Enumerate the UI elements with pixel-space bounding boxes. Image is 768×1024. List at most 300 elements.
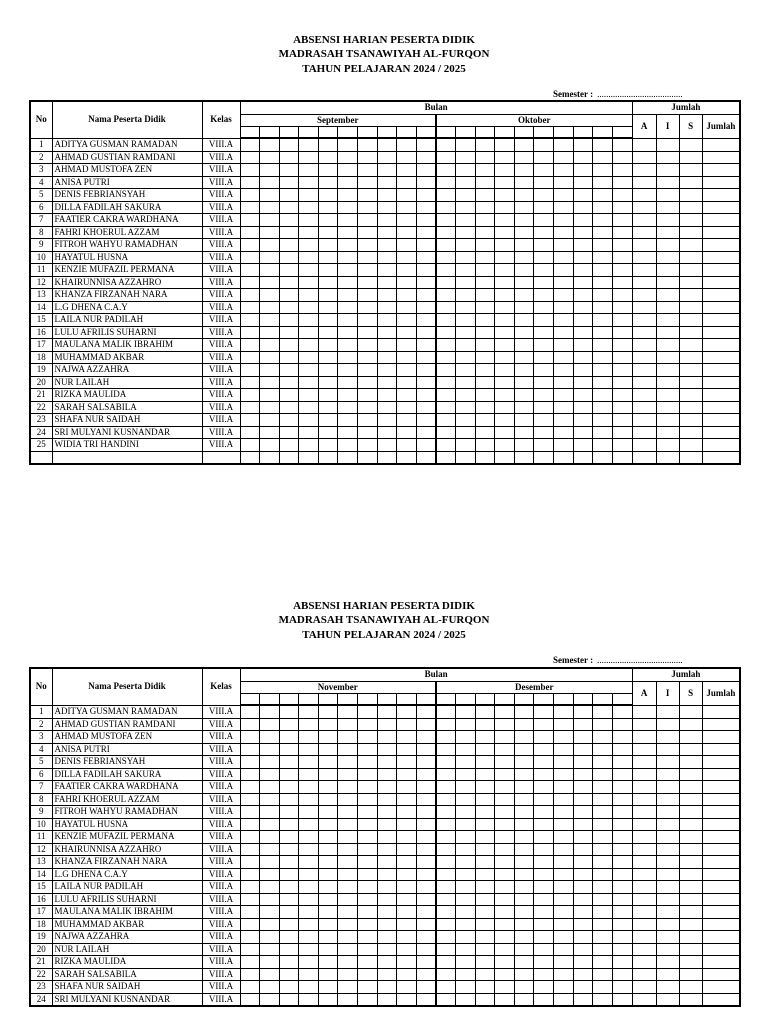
- count-s-cell[interactable]: [679, 164, 702, 177]
- attendance-cell[interactable]: [593, 239, 613, 252]
- count-i-cell[interactable]: [656, 314, 679, 327]
- attendance-cell[interactable]: [456, 289, 476, 302]
- attendance-cell[interactable]: [593, 214, 613, 227]
- attendance-cell[interactable]: [338, 176, 358, 189]
- attendance-cell[interactable]: [456, 389, 476, 402]
- attendance-cell[interactable]: [514, 189, 534, 202]
- attendance-cell[interactable]: [573, 401, 593, 414]
- count-i-cell[interactable]: [656, 943, 679, 956]
- attendance-cell[interactable]: [554, 226, 574, 239]
- count-i-cell[interactable]: [656, 401, 679, 414]
- count-s-cell[interactable]: [679, 868, 702, 881]
- attendance-cell[interactable]: [299, 326, 319, 339]
- attendance-cell[interactable]: [377, 389, 397, 402]
- attendance-cell[interactable]: [416, 301, 436, 314]
- attendance-cell[interactable]: [612, 731, 632, 744]
- attendance-cell[interactable]: [338, 376, 358, 389]
- count-s-cell[interactable]: [679, 943, 702, 956]
- attendance-cell[interactable]: [377, 451, 397, 464]
- attendance-cell[interactable]: [377, 906, 397, 919]
- attendance-cell[interactable]: [573, 301, 593, 314]
- count-total-cell[interactable]: [702, 968, 740, 981]
- attendance-cell[interactable]: [377, 426, 397, 439]
- attendance-cell[interactable]: [338, 906, 358, 919]
- attendance-cell[interactable]: [299, 226, 319, 239]
- attendance-cell[interactable]: [534, 906, 554, 919]
- attendance-cell[interactable]: [240, 301, 260, 314]
- count-i-cell[interactable]: [656, 993, 679, 1006]
- attendance-cell[interactable]: [436, 943, 456, 956]
- attendance-cell[interactable]: [514, 768, 534, 781]
- attendance-cell[interactable]: [338, 239, 358, 252]
- count-a-cell[interactable]: [632, 718, 656, 731]
- attendance-cell[interactable]: [358, 931, 378, 944]
- attendance-cell[interactable]: [495, 718, 515, 731]
- attendance-cell[interactable]: [299, 893, 319, 906]
- attendance-cell[interactable]: [397, 756, 417, 769]
- attendance-cell[interactable]: [514, 743, 534, 756]
- attendance-cell[interactable]: [260, 718, 280, 731]
- attendance-cell[interactable]: [534, 756, 554, 769]
- attendance-cell[interactable]: [299, 314, 319, 327]
- attendance-cell[interactable]: [554, 856, 574, 869]
- attendance-cell[interactable]: [397, 956, 417, 969]
- attendance-cell[interactable]: [318, 906, 338, 919]
- attendance-cell[interactable]: [279, 906, 299, 919]
- attendance-cell[interactable]: [554, 426, 574, 439]
- attendance-cell[interactable]: [593, 389, 613, 402]
- attendance-cell[interactable]: [554, 731, 574, 744]
- attendance-cell[interactable]: [495, 756, 515, 769]
- attendance-cell[interactable]: [436, 401, 456, 414]
- count-a-cell[interactable]: [632, 781, 656, 794]
- attendance-cell[interactable]: [279, 414, 299, 427]
- attendance-cell[interactable]: [514, 301, 534, 314]
- count-s-cell[interactable]: [679, 705, 702, 718]
- attendance-cell[interactable]: [475, 856, 495, 869]
- attendance-cell[interactable]: [299, 251, 319, 264]
- attendance-cell[interactable]: [612, 276, 632, 289]
- attendance-cell[interactable]: [260, 351, 280, 364]
- attendance-cell[interactable]: [514, 414, 534, 427]
- attendance-cell[interactable]: [612, 439, 632, 452]
- attendance-cell[interactable]: [475, 893, 495, 906]
- attendance-cell[interactable]: [358, 968, 378, 981]
- attendance-cell[interactable]: [612, 226, 632, 239]
- attendance-cell[interactable]: [397, 843, 417, 856]
- attendance-cell[interactable]: [338, 956, 358, 969]
- attendance-cell[interactable]: [299, 401, 319, 414]
- attendance-cell[interactable]: [436, 339, 456, 352]
- attendance-cell[interactable]: [318, 426, 338, 439]
- attendance-cell[interactable]: [397, 943, 417, 956]
- attendance-cell[interactable]: [279, 956, 299, 969]
- attendance-cell[interactable]: [279, 743, 299, 756]
- attendance-cell[interactable]: [279, 351, 299, 364]
- attendance-cell[interactable]: [612, 289, 632, 302]
- attendance-cell[interactable]: [397, 289, 417, 302]
- count-i-cell[interactable]: [656, 426, 679, 439]
- attendance-cell[interactable]: [299, 768, 319, 781]
- attendance-cell[interactable]: [318, 138, 338, 151]
- count-a-cell[interactable]: [632, 831, 656, 844]
- attendance-cell[interactable]: [416, 968, 436, 981]
- attendance-cell[interactable]: [456, 226, 476, 239]
- attendance-cell[interactable]: [338, 426, 358, 439]
- attendance-cell[interactable]: [514, 781, 534, 794]
- attendance-cell[interactable]: [416, 943, 436, 956]
- attendance-cell[interactable]: [240, 376, 260, 389]
- attendance-cell[interactable]: [240, 201, 260, 214]
- attendance-cell[interactable]: [240, 326, 260, 339]
- attendance-cell[interactable]: [397, 856, 417, 869]
- attendance-cell[interactable]: [573, 189, 593, 202]
- attendance-cell[interactable]: [318, 756, 338, 769]
- attendance-cell[interactable]: [554, 214, 574, 227]
- attendance-cell[interactable]: [260, 326, 280, 339]
- attendance-cell[interactable]: [456, 781, 476, 794]
- attendance-cell[interactable]: [416, 389, 436, 402]
- attendance-cell[interactable]: [260, 918, 280, 931]
- attendance-cell[interactable]: [397, 831, 417, 844]
- attendance-cell[interactable]: [240, 226, 260, 239]
- attendance-cell[interactable]: [495, 289, 515, 302]
- count-total-cell[interactable]: [702, 956, 740, 969]
- attendance-cell[interactable]: [240, 781, 260, 794]
- count-a-cell[interactable]: [632, 151, 656, 164]
- attendance-cell[interactable]: [475, 364, 495, 377]
- attendance-cell[interactable]: [495, 264, 515, 277]
- attendance-cell[interactable]: [240, 993, 260, 1006]
- attendance-cell[interactable]: [318, 831, 338, 844]
- attendance-cell[interactable]: [416, 818, 436, 831]
- attendance-cell[interactable]: [358, 414, 378, 427]
- attendance-cell[interactable]: [573, 893, 593, 906]
- attendance-cell[interactable]: [318, 856, 338, 869]
- attendance-cell[interactable]: [318, 189, 338, 202]
- attendance-cell[interactable]: [554, 818, 574, 831]
- attendance-cell[interactable]: [299, 843, 319, 856]
- attendance-cell[interactable]: [554, 414, 574, 427]
- attendance-cell[interactable]: [514, 906, 534, 919]
- attendance-cell[interactable]: [514, 756, 534, 769]
- attendance-cell[interactable]: [612, 893, 632, 906]
- attendance-cell[interactable]: [240, 426, 260, 439]
- attendance-cell[interactable]: [358, 781, 378, 794]
- attendance-cell[interactable]: [416, 351, 436, 364]
- attendance-cell[interactable]: [554, 993, 574, 1006]
- attendance-cell[interactable]: [318, 164, 338, 177]
- attendance-cell[interactable]: [377, 251, 397, 264]
- attendance-cell[interactable]: [573, 201, 593, 214]
- attendance-cell[interactable]: [495, 239, 515, 252]
- attendance-cell[interactable]: [240, 351, 260, 364]
- attendance-cell[interactable]: [475, 918, 495, 931]
- attendance-cell[interactable]: [612, 339, 632, 352]
- attendance-cell[interactable]: [495, 451, 515, 464]
- attendance-cell[interactable]: [514, 201, 534, 214]
- attendance-cell[interactable]: [377, 831, 397, 844]
- attendance-cell[interactable]: [318, 731, 338, 744]
- attendance-cell[interactable]: [318, 993, 338, 1006]
- attendance-cell[interactable]: [377, 138, 397, 151]
- count-i-cell[interactable]: [656, 176, 679, 189]
- count-s-cell[interactable]: [679, 818, 702, 831]
- attendance-cell[interactable]: [495, 214, 515, 227]
- count-s-cell[interactable]: [679, 326, 702, 339]
- attendance-cell[interactable]: [279, 868, 299, 881]
- attendance-cell[interactable]: [377, 743, 397, 756]
- attendance-cell[interactable]: [279, 339, 299, 352]
- attendance-cell[interactable]: [456, 176, 476, 189]
- attendance-cell[interactable]: [573, 214, 593, 227]
- attendance-cell[interactable]: [299, 151, 319, 164]
- count-i-cell[interactable]: [656, 756, 679, 769]
- attendance-cell[interactable]: [534, 943, 554, 956]
- attendance-cell[interactable]: [593, 918, 613, 931]
- attendance-cell[interactable]: [475, 176, 495, 189]
- attendance-cell[interactable]: [436, 226, 456, 239]
- attendance-cell[interactable]: [456, 743, 476, 756]
- attendance-cell[interactable]: [299, 718, 319, 731]
- attendance-cell[interactable]: [397, 705, 417, 718]
- attendance-cell[interactable]: [338, 201, 358, 214]
- attendance-cell[interactable]: [612, 718, 632, 731]
- attendance-cell[interactable]: [436, 781, 456, 794]
- attendance-cell[interactable]: [456, 364, 476, 377]
- attendance-cell[interactable]: [514, 731, 534, 744]
- attendance-cell[interactable]: [416, 264, 436, 277]
- attendance-cell[interactable]: [495, 781, 515, 794]
- attendance-cell[interactable]: [593, 226, 613, 239]
- count-total-cell[interactable]: [702, 931, 740, 944]
- attendance-cell[interactable]: [260, 176, 280, 189]
- attendance-cell[interactable]: [416, 226, 436, 239]
- attendance-cell[interactable]: [554, 931, 574, 944]
- attendance-cell[interactable]: [397, 351, 417, 364]
- attendance-cell[interactable]: [397, 414, 417, 427]
- attendance-cell[interactable]: [573, 931, 593, 944]
- attendance-cell[interactable]: [338, 843, 358, 856]
- attendance-cell[interactable]: [436, 906, 456, 919]
- attendance-cell[interactable]: [475, 151, 495, 164]
- attendance-cell[interactable]: [475, 189, 495, 202]
- attendance-cell[interactable]: [377, 314, 397, 327]
- attendance-cell[interactable]: [416, 164, 436, 177]
- attendance-cell[interactable]: [554, 314, 574, 327]
- attendance-cell[interactable]: [534, 301, 554, 314]
- attendance-cell[interactable]: [534, 264, 554, 277]
- attendance-cell[interactable]: [338, 189, 358, 202]
- attendance-cell[interactable]: [612, 176, 632, 189]
- attendance-cell[interactable]: [593, 439, 613, 452]
- count-a-cell[interactable]: [632, 164, 656, 177]
- count-s-cell[interactable]: [679, 793, 702, 806]
- attendance-cell[interactable]: [514, 276, 534, 289]
- attendance-cell[interactable]: [416, 906, 436, 919]
- attendance-cell[interactable]: [475, 943, 495, 956]
- attendance-cell[interactable]: [554, 439, 574, 452]
- attendance-cell[interactable]: [358, 956, 378, 969]
- attendance-cell[interactable]: [612, 376, 632, 389]
- attendance-cell[interactable]: [495, 918, 515, 931]
- attendance-cell[interactable]: [299, 968, 319, 981]
- attendance-cell[interactable]: [338, 414, 358, 427]
- attendance-cell[interactable]: [475, 276, 495, 289]
- attendance-cell[interactable]: [338, 151, 358, 164]
- count-a-cell[interactable]: [632, 743, 656, 756]
- attendance-cell[interactable]: [554, 918, 574, 931]
- attendance-cell[interactable]: [593, 943, 613, 956]
- attendance-cell[interactable]: [416, 176, 436, 189]
- attendance-cell[interactable]: [416, 768, 436, 781]
- attendance-cell[interactable]: [475, 289, 495, 302]
- attendance-cell[interactable]: [475, 351, 495, 364]
- attendance-cell[interactable]: [279, 705, 299, 718]
- attendance-cell[interactable]: [612, 326, 632, 339]
- attendance-cell[interactable]: [495, 314, 515, 327]
- attendance-cell[interactable]: [456, 981, 476, 994]
- attendance-cell[interactable]: [593, 251, 613, 264]
- attendance-cell[interactable]: [593, 906, 613, 919]
- count-i-cell[interactable]: [656, 339, 679, 352]
- attendance-cell[interactable]: [573, 176, 593, 189]
- attendance-cell[interactable]: [612, 743, 632, 756]
- attendance-cell[interactable]: [358, 364, 378, 377]
- attendance-cell[interactable]: [514, 931, 534, 944]
- attendance-cell[interactable]: [436, 426, 456, 439]
- attendance-cell[interactable]: [475, 239, 495, 252]
- attendance-cell[interactable]: [612, 301, 632, 314]
- attendance-cell[interactable]: [279, 239, 299, 252]
- attendance-cell[interactable]: [318, 439, 338, 452]
- count-total-cell[interactable]: [702, 214, 740, 227]
- attendance-cell[interactable]: [573, 856, 593, 869]
- count-a-cell[interactable]: [632, 376, 656, 389]
- attendance-cell[interactable]: [416, 414, 436, 427]
- attendance-cell[interactable]: [456, 868, 476, 881]
- attendance-cell[interactable]: [475, 214, 495, 227]
- attendance-cell[interactable]: [358, 164, 378, 177]
- attendance-cell[interactable]: [318, 768, 338, 781]
- attendance-cell[interactable]: [318, 264, 338, 277]
- attendance-cell[interactable]: [260, 164, 280, 177]
- count-s-cell[interactable]: [679, 718, 702, 731]
- attendance-cell[interactable]: [495, 389, 515, 402]
- attendance-cell[interactable]: [358, 993, 378, 1006]
- attendance-cell[interactable]: [475, 314, 495, 327]
- attendance-cell[interactable]: [260, 439, 280, 452]
- attendance-cell[interactable]: [593, 289, 613, 302]
- attendance-cell[interactable]: [260, 264, 280, 277]
- attendance-cell[interactable]: [260, 414, 280, 427]
- attendance-cell[interactable]: [612, 189, 632, 202]
- attendance-cell[interactable]: [436, 918, 456, 931]
- attendance-cell[interactable]: [260, 239, 280, 252]
- count-a-cell[interactable]: [632, 881, 656, 894]
- attendance-cell[interactable]: [495, 831, 515, 844]
- attendance-cell[interactable]: [279, 918, 299, 931]
- attendance-cell[interactable]: [260, 226, 280, 239]
- attendance-cell[interactable]: [534, 151, 554, 164]
- attendance-cell[interactable]: [279, 993, 299, 1006]
- attendance-cell[interactable]: [612, 968, 632, 981]
- attendance-cell[interactable]: [436, 314, 456, 327]
- attendance-cell[interactable]: [495, 414, 515, 427]
- attendance-cell[interactable]: [495, 326, 515, 339]
- attendance-cell[interactable]: [240, 314, 260, 327]
- attendance-cell[interactable]: [318, 881, 338, 894]
- attendance-cell[interactable]: [612, 793, 632, 806]
- attendance-cell[interactable]: [475, 164, 495, 177]
- attendance-cell[interactable]: [495, 956, 515, 969]
- attendance-cell[interactable]: [612, 214, 632, 227]
- attendance-cell[interactable]: [397, 781, 417, 794]
- attendance-cell[interactable]: [397, 239, 417, 252]
- attendance-cell[interactable]: [377, 151, 397, 164]
- attendance-cell[interactable]: [436, 718, 456, 731]
- attendance-cell[interactable]: [416, 843, 436, 856]
- attendance-cell[interactable]: [436, 164, 456, 177]
- attendance-cell[interactable]: [436, 956, 456, 969]
- attendance-cell[interactable]: [377, 818, 397, 831]
- attendance-cell[interactable]: [260, 756, 280, 769]
- attendance-cell[interactable]: [475, 781, 495, 794]
- attendance-cell[interactable]: [554, 768, 574, 781]
- attendance-cell[interactable]: [534, 451, 554, 464]
- count-s-cell[interactable]: [679, 138, 702, 151]
- attendance-cell[interactable]: [397, 743, 417, 756]
- attendance-cell[interactable]: [397, 451, 417, 464]
- count-total-cell[interactable]: [702, 151, 740, 164]
- count-s-cell[interactable]: [679, 201, 702, 214]
- count-s-cell[interactable]: [679, 906, 702, 919]
- attendance-cell[interactable]: [358, 843, 378, 856]
- count-i-cell[interactable]: [656, 843, 679, 856]
- attendance-cell[interactable]: [279, 451, 299, 464]
- count-total-cell[interactable]: [702, 414, 740, 427]
- count-total-cell[interactable]: [702, 818, 740, 831]
- attendance-cell[interactable]: [495, 868, 515, 881]
- attendance-cell[interactable]: [377, 176, 397, 189]
- attendance-cell[interactable]: [475, 226, 495, 239]
- attendance-cell[interactable]: [416, 276, 436, 289]
- attendance-cell[interactable]: [593, 164, 613, 177]
- attendance-cell[interactable]: [397, 164, 417, 177]
- count-i-cell[interactable]: [656, 818, 679, 831]
- attendance-cell[interactable]: [338, 968, 358, 981]
- attendance-cell[interactable]: [534, 239, 554, 252]
- attendance-cell[interactable]: [495, 301, 515, 314]
- attendance-cell[interactable]: [514, 968, 534, 981]
- attendance-cell[interactable]: [416, 781, 436, 794]
- attendance-cell[interactable]: [593, 326, 613, 339]
- attendance-cell[interactable]: [397, 389, 417, 402]
- attendance-cell[interactable]: [260, 793, 280, 806]
- attendance-cell[interactable]: [554, 881, 574, 894]
- attendance-cell[interactable]: [240, 439, 260, 452]
- attendance-cell[interactable]: [377, 881, 397, 894]
- attendance-cell[interactable]: [299, 705, 319, 718]
- attendance-cell[interactable]: [495, 856, 515, 869]
- attendance-cell[interactable]: [397, 893, 417, 906]
- count-a-cell[interactable]: [632, 993, 656, 1006]
- count-a-cell[interactable]: [632, 931, 656, 944]
- count-total-cell[interactable]: [702, 326, 740, 339]
- count-a-cell[interactable]: [632, 226, 656, 239]
- count-s-cell[interactable]: [679, 314, 702, 327]
- attendance-cell[interactable]: [279, 138, 299, 151]
